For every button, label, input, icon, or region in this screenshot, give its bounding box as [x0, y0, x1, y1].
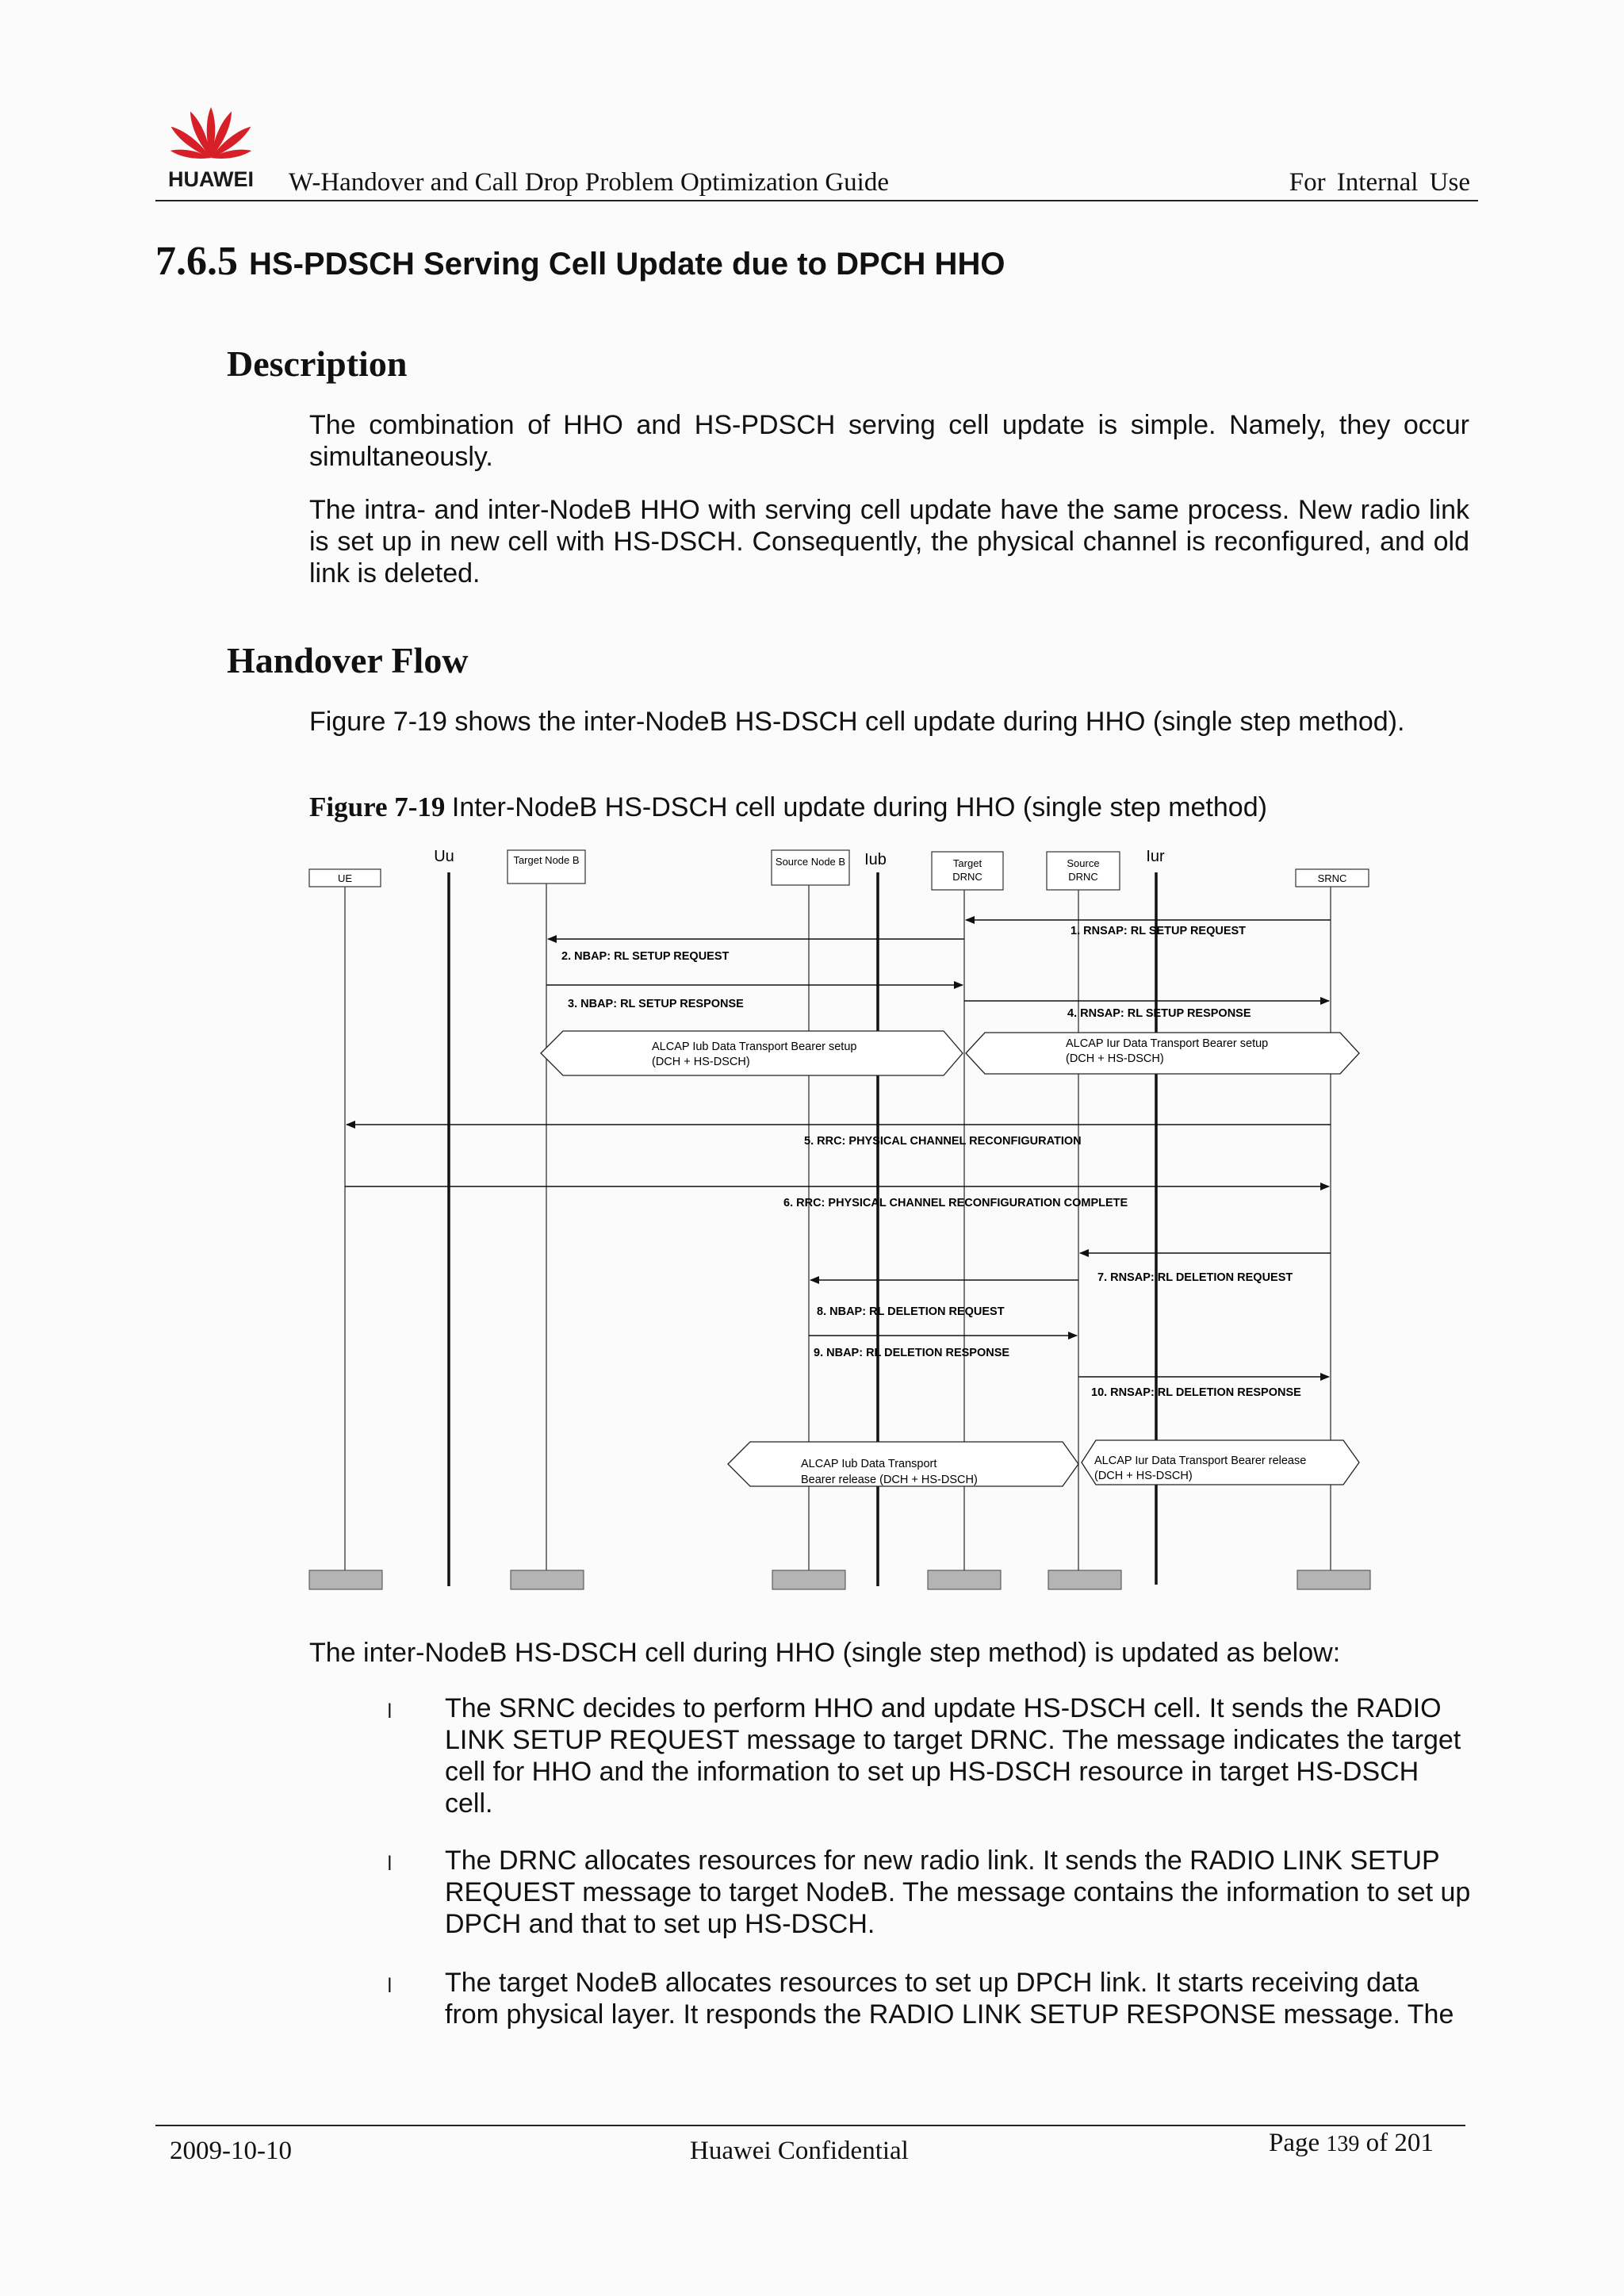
- description-paragraph-1: The combination of HHO and HS-PDSCH serving cell update is simple. Namely, they occur simultaneously.: [309, 410, 1469, 472]
- source-nodeb-end-bar: [772, 1570, 845, 1589]
- msg-6-label: 6. RRC: PHYSICAL CHANNEL RECONFIGURATION COMPLETE: [783, 1197, 1128, 1209]
- footer-confidential: Huawei Confidential: [690, 2137, 909, 2165]
- entity-target-nodeb: [508, 850, 585, 884]
- source-drnc-label-1: Source: [1067, 857, 1100, 869]
- alcap-iub-setup-hexagon: [541, 1031, 963, 1075]
- page-word: Page: [1269, 2129, 1320, 2157]
- huawei-logo: [155, 82, 266, 194]
- alcap-iub-release-line-2: Bearer release (DCH + HS-DSCH): [801, 1474, 978, 1486]
- entity-source-drnc: [1047, 852, 1120, 890]
- target-drnc-end-bar: [928, 1570, 1001, 1589]
- uu-interface-label: Uu: [434, 848, 454, 865]
- source-nodeb-label: Source Node B: [775, 856, 846, 868]
- msg-1-label: 1. RNSAP: RL SETUP REQUEST: [1071, 925, 1247, 937]
- figure-label: Figure 7-19: [309, 792, 446, 822]
- alcap-iur-setup-line-1: ALCAP Iur Data Transport Bearer setup: [1066, 1037, 1269, 1050]
- entity-target-drnc: [932, 852, 1003, 890]
- alcap-iub-release-line-1: ALCAP Iub Data Transport: [801, 1458, 937, 1470]
- description-heading: Description: [227, 343, 408, 384]
- target-drnc-label-1: Target: [952, 857, 982, 869]
- page-total: 201: [1394, 2129, 1434, 2157]
- entity-srnc: [1296, 869, 1369, 887]
- bullet-2-text: The DRNC allocates resources for new radio link. It sends the RADIO LINK SETUP REQUEST message to target NodeB. The message contains the information to set up DPCH and that to set up HS-DSCH.: [445, 1846, 1471, 1939]
- bullet-1-text: The SRNC decides to perform HHO and update HS-DSCH cell. It sends the RADIO LINK SETUP REQUEST message to target DRNC. The message indicates the target cell for HHO and the information to set up HS-DSCH resource in target HS-DSCH cell.: [445, 1693, 1461, 1819]
- entity-ue: [309, 869, 381, 887]
- bullet-marker: l: [387, 1700, 393, 1723]
- msg-4-label: 4. RNSAP: RL SETUP RESPONSE: [1067, 1007, 1251, 1020]
- srnc-end-bar: [1297, 1570, 1370, 1589]
- msg-10-label: 10. RNSAP: RL DELETION RESPONSE: [1091, 1386, 1301, 1399]
- msg-2-label: 2. NBAP: RL SETUP REQUEST: [561, 950, 730, 963]
- iub-interface-label: Iub: [864, 851, 887, 868]
- after-figure-paragraph: The inter-NodeB HS-DSCH cell during HHO (single step method) is updated as below:: [309, 1638, 1341, 1668]
- bullet-3-text: The target NodeB allocates resources to set up DPCH link. It starts receiving data from physical layer. It responds the RADIO LINK SETUP RESPONSE message. The: [445, 1968, 1454, 2030]
- sequence-diagram-svg: [301, 841, 1380, 1602]
- internal-use-label: For Internal Use: [1289, 168, 1470, 197]
- srnc-label: SRNC: [1317, 872, 1347, 884]
- alcap-iur-release-line-1: ALCAP Iur Data Transport Bearer release: [1094, 1455, 1307, 1467]
- target-nodeb-end-bar: [511, 1570, 584, 1589]
- ue-label: UE: [337, 872, 353, 884]
- msg-8-label: 8. NBAP: RL DELETION REQUEST: [817, 1305, 1005, 1318]
- sequence-diagram: [301, 841, 1380, 1602]
- footer-rule: [155, 2125, 1465, 2126]
- header-rule: [155, 200, 1478, 201]
- target-drnc-label-2: DRNC: [952, 871, 982, 883]
- ue-end-bar: [309, 1570, 382, 1589]
- alcap-iur-setup-line-2: (DCH + HS-DSCH): [1066, 1052, 1164, 1065]
- alcap-iub-setup-line-1: ALCAP Iub Data Transport Bearer setup: [652, 1041, 857, 1053]
- footer-page-number: [1269, 2129, 1434, 2158]
- document-title: W-Handover and Call Drop Problem Optimization Guide: [289, 168, 890, 197]
- entity-source-nodeb: [772, 850, 849, 885]
- lifeline-end-bars: [309, 1570, 1370, 1589]
- figure-caption-text: Inter-NodeB HS-DSCH cell update during HHO (single step method): [451, 792, 1267, 822]
- bullet-marker: l: [387, 1853, 393, 1875]
- page-current: 139: [1326, 2132, 1360, 2156]
- handover-flow-paragraph: Figure 7-19 shows the inter-NodeB HS-DSCH cell update during HHO (single step method).: [309, 707, 1405, 737]
- alcap-iub-setup-line-2: (DCH + HS-DSCH): [652, 1056, 750, 1068]
- figure-caption: [309, 792, 1267, 823]
- section-title: HS-PDSCH Serving Cell Update due to DPCH HHO: [249, 247, 1005, 282]
- logo-wordmark: HUAWEI: [168, 167, 254, 191]
- bullet-marker: l: [387, 1975, 393, 1997]
- description-paragraph-2: The intra- and inter-NodeB HHO with serving cell update have the same process. New radio link is set up in new cell with HS-DSCH. Consequently, the physical channel is reconfigured, and old link is deleted.: [309, 495, 1469, 588]
- msg-5-label: 5. RRC: PHYSICAL CHANNEL RECONFIGURATION: [804, 1135, 1082, 1148]
- iur-interface-label: Iur: [1146, 848, 1165, 865]
- source-drnc-label-2: DRNC: [1068, 871, 1098, 883]
- huawei-logo-mark: [155, 82, 266, 194]
- of-word: of: [1365, 2129, 1388, 2157]
- msg-3-label: 3. NBAP: RL SETUP RESPONSE: [568, 998, 744, 1010]
- target-nodeb-label: Target Node B: [513, 854, 580, 866]
- section-number: 7.6.5: [155, 239, 238, 284]
- footer-date: 2009-10-10: [170, 2137, 292, 2165]
- source-drnc-end-bar: [1048, 1570, 1121, 1589]
- alcap-iur-release-line-2: (DCH + HS-DSCH): [1094, 1470, 1193, 1482]
- section-heading: [155, 238, 1005, 285]
- msg-9-label: 9. NBAP: RL DELETION RESPONSE: [814, 1347, 1010, 1359]
- handover-flow-heading: Handover Flow: [227, 640, 469, 680]
- msg-7-label: 7. RNSAP: RL DELETION REQUEST: [1097, 1271, 1293, 1284]
